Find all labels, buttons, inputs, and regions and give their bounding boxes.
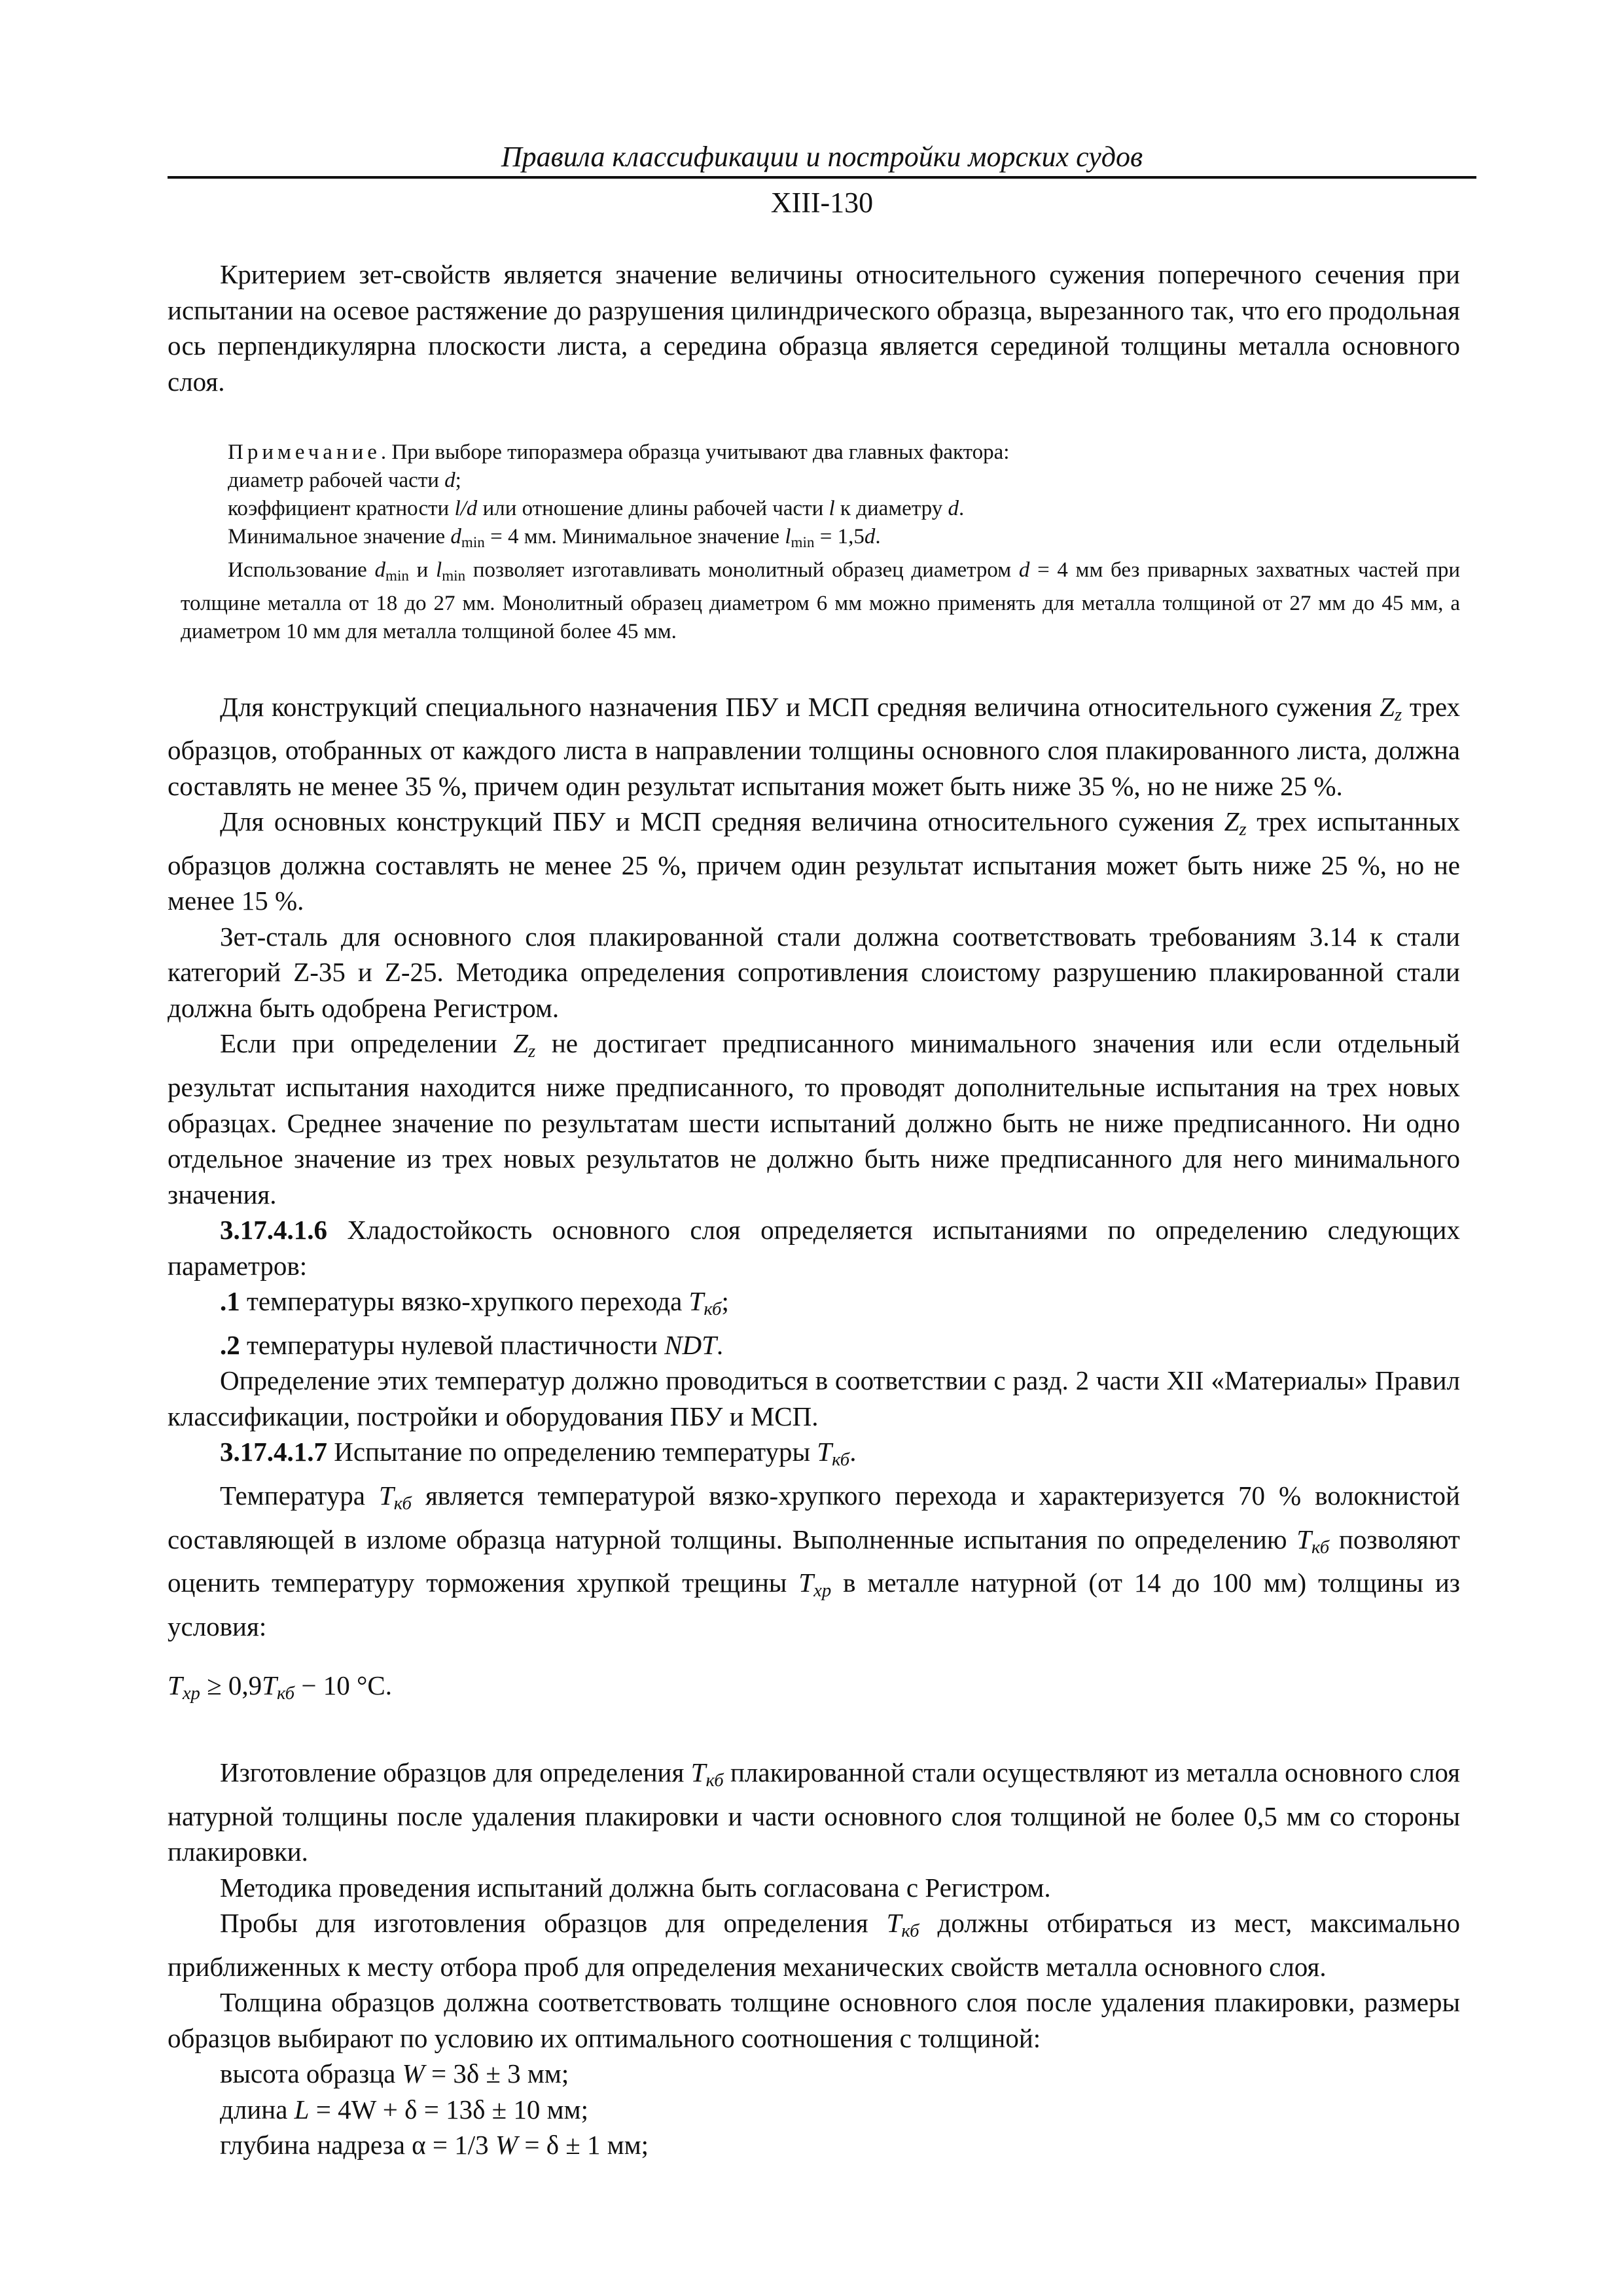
note-line: коэффициент кратности l/d или отношение длины рабочей части l к диаметру d. <box>228 497 965 520</box>
running-header-title: Правила классификации и постройки морских судов <box>501 141 1143 173</box>
paragraph-specimen-thickness: Толщина образцов должна соответствовать толщине основного слоя после удаления плакировки, размеры образцов выбирают по условию их оптимального соотношения с толщиной: <box>168 1987 1460 2053</box>
note-line: диаметр рабочей части d; <box>228 469 461 492</box>
list-item-1: .1 температуры вязко-хрупкого перехода $T_{кб}$; <box>220 1286 729 1320</box>
dimension-notch-depth: глубина надреза α = 1/3 W = δ ± 1 мм; <box>220 2130 649 2161</box>
paragraph-main-structures: Для основных конструкций ПБУ и МСП средняя величина относительного сужения $Z_z$ трех испытанных образцов должна составлять не менее 25 %, причем один результат испытания может быть ниже 25 %, но не менее 15 %. <box>168 806 1460 916</box>
document-body <box>168 257 1460 2163</box>
header-rule <box>168 176 1476 179</box>
page-number: XIII-130 <box>770 187 874 219</box>
paragraph-specimen-manufacture: Изготовление образцов для определения $T_{кб}$ плакированной стали осуществляют из металла основного слоя натурной толщины после удаления плакировки и части основного слоя толщиной не более 0,5 мм со стороны плакировки. <box>168 1757 1460 1867</box>
note-paragraph: Использование $d_{min}$ и $l_{min}$ позволяет изготавливать монолитный образец диаметром d = 4 мм без приварных захватных частей при толщине металла от 18 до 27 мм. Монолитный образец диаметром 6 мм можно применять для металла толщиной от 27 мм до 45 мм, а диаметром 10 мм для металла толщиной более 45 мм. <box>181 558 1460 643</box>
note-line: Минимальное значение $d_{min} = 4$ мм. Минимальное значение $l_{min} = 1,5d$. <box>228 525 881 550</box>
section-3-17-4-1-7: 3.17.4.1.7 Испытание по определению температуры $T_{кб}$. <box>220 1437 857 1471</box>
note-block <box>168 439 1460 646</box>
spacer <box>168 399 1460 439</box>
dimension-height: высота образца W = 3δ ± 3 мм; <box>220 2058 569 2089</box>
section-3-17-4-1-6: 3.17.4.1.6 Хладостойкость основного слоя определяется испытаниями по определению следующих параметров: <box>168 1215 1460 1281</box>
dimension-length: длина L = 4W + δ = 13δ ± 10 мм; <box>220 2094 588 2125</box>
paragraph-temperature-tkb: Температура $T_{кб}$ является температурой вязко-хрупкого перехода и характеризуется 70 % волокнистой составляющей в изломе образца натурной толщины. Выполненные испытания по определению $T_{кб}$ позволяют оценить температуру торможения хрупкой трещины $T_{хр}$ в металле натурной (от 14 до 100 мм) толщины из условия: <box>168 1480 1460 1641</box>
paragraph-sampling: Пробы для изготовления образцов для определения $T_{кб}$ должны отбираться из мест, максимально приближенных к месту отбора проб для определения механических свойств металла основного слоя. <box>168 1908 1460 1982</box>
spacer <box>168 1712 1460 1755</box>
spacer <box>168 646 1460 689</box>
list-item-2: .2 температуры нулевой пластичности NDT. <box>220 1329 724 1360</box>
paragraph-retest: Если при определении $Z_z$ не достигает предписанного минимального значения или если отдельный результат испытания находится ниже предписанного, то проводят дополнительные испытания на трех новых образцах. Среднее значение по результатам шести испытаний должно быть не ниже предписанного. Ни одно отдельное значение из трех новых результатов не должно быть ниже предписанного для него минимального значения. <box>168 1028 1461 1210</box>
paragraph-z-steel: Зет-сталь для основного слоя плакированной стали должна соответствовать требованиям 3.14 к стали категорий Z-35 и Z-25. Методика определения сопротивления слоистому разрушению плакированной стали должна быть одобрена Регистром. <box>168 921 1460 1023</box>
paragraph-temperature-determination: Определение этих температур должно проводиться в соответствии с разд. 2 части XII «Материалы» Правил классификации, постройки и оборудования ПБУ и МСП. <box>168 1365 1460 1431</box>
formula-thr: $T_{хр} \ge 0,9T_{кб} - 10$ °С. <box>168 1670 392 1704</box>
paragraph-special-structures: Для конструкций специального назначения ПБУ и МСП средняя величина относительного сужения $Z_z$ трех образцов, отобранных от каждого листа в направлении толщины основного слоя плакированного листа, должна составлять не менее 35 %, причем один результат испытания может быть ниже 35 %, но не ниже 25 %. <box>168 691 1460 801</box>
spacer <box>168 1644 1460 1668</box>
section-number: 3.17.4.1.6 <box>220 1215 327 1246</box>
paragraph-z-criterion: Критерием зет-свойств является значение величины относительного сужения поперечного сечения при испытании на осевое растяжение до разрушения цилиндрического образца, вырезанного так, что его продольная ось перпендикулярна плоскости листа, а середина образца является серединой толщины металла основного слоя. <box>168 259 1460 397</box>
note-line: Примечание. При выборе типоразмера образца учитывают два главных фактора: <box>228 440 1010 464</box>
section-number: 3.17.4.1.7 <box>220 1437 327 1467</box>
paragraph-test-method: Методика проведения испытаний должна быть согласована с Регистром. <box>220 1872 1051 1903</box>
note-label: Примечание <box>228 440 381 464</box>
